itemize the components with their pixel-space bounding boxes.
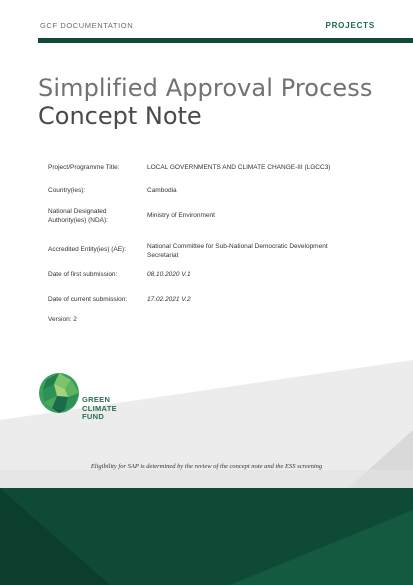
logo-text-line3: FUND <box>82 412 105 421</box>
logo-text-line1: GREEN <box>82 395 111 404</box>
field-label-country: Country(ies): <box>48 187 86 194</box>
gcf-globe-logo-icon <box>38 372 80 414</box>
header-bar <box>38 38 413 43</box>
field-label-first-submission: Date of first submission: <box>48 271 118 278</box>
field-value-country: Cambodia <box>147 187 177 194</box>
field-value-nda: Ministry of Environment <box>147 212 215 219</box>
field-value-ae: National Committee for Sub-National Democratic Development Secretariat <box>147 243 328 259</box>
field-label-ae: Accredited Entity(ies) (AE): <box>48 246 127 253</box>
field-value-title: LOCAL GOVERNMENTS AND CLIMATE CHANGE-III (LGCC3) <box>147 164 331 171</box>
field-label-nda: National Designated Authority(ies) (NDA): <box>48 208 108 224</box>
document-title-line1: Simplified Approval Process <box>38 74 373 102</box>
field-value-current-submission: 17.02.2021 V.2 <box>147 296 191 303</box>
field-label-title: Project/Programme Title: <box>48 164 120 171</box>
header-right-label: PROJECTS <box>325 21 375 30</box>
footer-note: Eligibility for SAP is determined by the review of the concept note and the ESS screening <box>90 463 323 470</box>
header-left-label: GCF DOCUMENTATION <box>40 21 134 30</box>
gcf-logo-text <box>82 396 117 422</box>
field-label-version: Version: 2 <box>48 316 77 323</box>
field-value-first-submission: 08.10.2020 V.1 <box>147 271 191 278</box>
logo-text-line2: CLIMATE <box>82 403 117 413</box>
field-label-current-submission: Date of current submission: <box>48 296 128 303</box>
document-title-line2: Concept Note <box>38 102 202 130</box>
